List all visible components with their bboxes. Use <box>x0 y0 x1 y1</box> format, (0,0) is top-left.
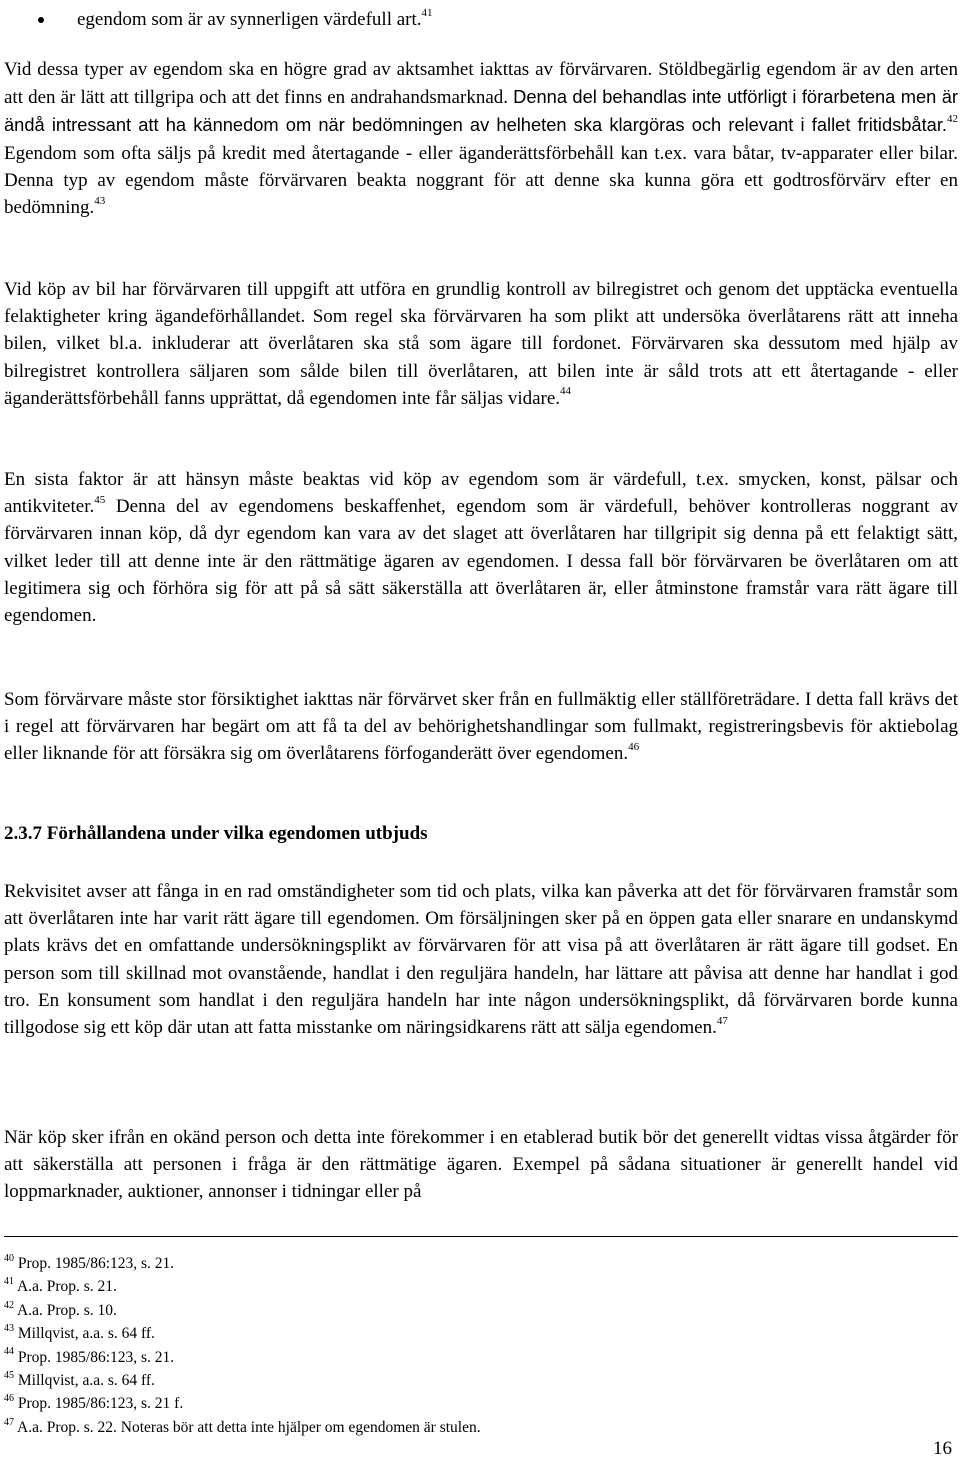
footnotes <box>4 1252 481 1439</box>
bullet-text: egendom som är av synnerligen värdefull art.$^{41}$ <box>77 6 433 30</box>
footnote-divider <box>4 1236 958 1237</box>
paragraph-1: Vid dessa typer av egendom ska en högre grad av aktsamhet iakttas av förvärvaren. Stöldbegärlig egendom är av den arten att den är lätt att tillgripa och att det finns en andrahandsmarknad. Denna del behandlas inte utförligt i förarbetena men är ändå intressant att ha kännedom om när bedömningen av helheten ska klargöras och relevant i fallet fritidsbåtar.$^{42}$ Egendom som ofta säljs på kredit med återtagande - eller äganderättsförbehåll kan t.ex. vara båtar, tv-apparater eller bilar. Denna typ av egendom måste förvärvaren beakta noggrant för att denne ska kunna göra ett godtrosförvärv efter en bedömning.$^{43}$ <box>4 59 958 219</box>
footnote-ref[interactable]: 42 <box>947 113 958 126</box>
paragraph-3: En sista faktor är att hänsyn måste beaktas vid köp av egendom som är värdefull, t.ex. smycken, konst, pälsar och antikviteter.$^{45}$ Denna del av egendomens beskaffenhet, egendom som är värdefull, behöver kontrolleras noggrant av förvärvaren innan köp, då dyr egendom kan vara av det slaget att överlåtaren har tillgripit sig denna på ett felaktigt sätt, vilket leder till att denne inte är den rättmätige ägaren av egendomen. I dessa fall bör förvärvaren be överlåtaren om att legitimera sig och förhöra sig för att på så sätt säkerställa att överlåtaren är, eller åtminstone framstår vara rätt ägare till egendomen. <box>4 469 959 627</box>
footnote-item: $^{43}$ Millqvist, a.a. s. 64 ff. <box>4 1323 155 1343</box>
footnote-ref[interactable]: 44 <box>560 385 572 398</box>
paragraph-4: Som förvärvare måste stor försiktighet iakttas när förvärvet sker från en fullmäktig eller ställföreträdare. I detta fall krävs det i regel att förvärvaren har begärt om att få ta del av behörighetshandlingar som fullmakt, registreringsbevis för aktiebolag eller liknande för att försäkra sig om överlåtarens förfoganderätt över egendomen.$^{46}$ <box>4 689 958 765</box>
footnote-ref[interactable]: 41 <box>421 6 433 19</box>
footnote-item: $^{40}$ Prop. 1985/86:123, s. 21. <box>4 1252 175 1272</box>
footnote-item: $^{42}$ A.a. Prop. s. 10. <box>4 1299 117 1319</box>
page-number: 16 <box>933 1438 952 1459</box>
paragraph-5: Rekvisitet avser att fånga in en rad omständigheter som tid och plats, vilka kan påverka att det för förvärvaren framstår som att överlåtaren inte har varit rätt ägare till egendomen. Om försäljningen sker på en öppen gata eller snarare en undanskymd plats krävs det en omfattande undersökningsplikt av förvärvaren för att visa på att överlåtaren är rätt ägare till godset. En person som till skillnad mot ovanstående, handlat i den reguljära handeln, har lättare att påvisa att denne har handlat i god tro. En konsument som handlat i den reguljära handeln har inte någon undersökningsplikt, då förvärvaren borde kunna tillgodose sig ett köp där utan att fatta misstanke om näringsidkarens rätt att sälja egendomen.$^{47}$ <box>4 881 958 1039</box>
footnote-item: $^{46}$ Prop. 1985/86:123, s. 21 f. <box>4 1393 184 1413</box>
footnote-item: $^{44}$ Prop. 1985/86:123, s. 21. <box>4 1346 175 1366</box>
section-heading: 2.3.7 Förhållandena under vilka egendomen utbjuds <box>4 823 428 844</box>
paragraph-6: När köp sker ifrån en okänd person och detta inte förekommer i en etablerad butik bör det generellt vidtas vissa åtgärder för att säkerställa att personen i fråga är den rättmätige ägaren. Exempel på sådana situationer är generellt handel vid loppmarknader, auktioner, annonser i tidningar eller på <box>4 1127 958 1203</box>
footnote-ref[interactable]: 47 <box>716 1014 728 1027</box>
footnote-ref[interactable]: 46 <box>628 741 640 754</box>
bullet-item <box>38 6 433 33</box>
footnote-item: $^{47}$ A.a. Prop. s. 22. Noteras bör att detta inte hjälper om egendomen är stulen. <box>4 1416 481 1436</box>
footnote-item: $^{41}$ A.a. Prop. s. 21. <box>4 1276 117 1296</box>
footnote-ref[interactable]: 43 <box>94 194 106 207</box>
paragraph-2: Vid köp av bil har förvärvaren till uppgift att utföra en grundlig kontroll av bilregistret och genom det upptäcka eventuella felaktigheter kring ägandeförhållandet. Som regel ska förvärvaren ha som plikt att undersöka överlåtarens rätt att inneha bilen, vilket bl.a. inkluderar att överlåtaren ska stå som ägare till fordonet. Förvärvaren ska dessutom med hjälp av bilregistret kontrollera säljaren som sålde bilen till överlåtaren, att bilen inte är såld trots att ett återtagande - eller äganderättsförbehåll fanns upprättat, då egendomen inte får säljas vidare.$^{44}$ <box>4 279 958 409</box>
footnote-item: $^{45}$ Millqvist, a.a. s. 64 ff. <box>4 1369 155 1390</box>
footnote-ref[interactable]: 45 <box>94 493 106 506</box>
bullet-dot-icon <box>38 17 44 23</box>
